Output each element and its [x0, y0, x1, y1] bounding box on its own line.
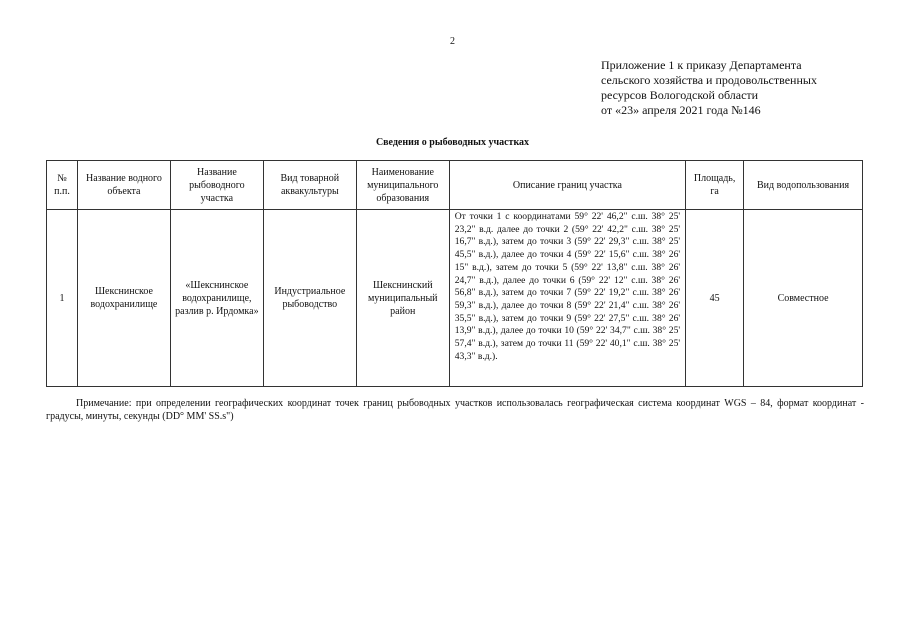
- header-water-object: Название водного объекта: [77, 161, 170, 210]
- fish-plots-table: [46, 160, 863, 387]
- appendix-line: сельского хозяйства и продовольственных: [601, 73, 817, 87]
- cell-municipality: Шекснинский муниципальный район: [356, 210, 449, 387]
- table-header-row: [47, 161, 863, 210]
- table-row: [47, 210, 863, 387]
- cell-usage-type: Совместное: [744, 210, 863, 387]
- footnote: Примечание: при определении географических координат точек границ рыбоводных участков использовалась географическая система координат WGS – 84, формат координат - градусы, минуты, секунды (DD° MM' SS.s"): [46, 398, 864, 422]
- header-area: Площадь, га: [686, 161, 744, 210]
- header-description: Описание границ участка: [449, 161, 685, 210]
- header-municipality: Наименование муниципального образования: [356, 161, 449, 210]
- page-number: 2: [450, 36, 455, 47]
- header-usage-type: Вид водопользования: [744, 161, 863, 210]
- appendix-line: Приложение 1 к приказу Департамента: [601, 58, 802, 72]
- cell-area: 45: [686, 210, 744, 387]
- cell-water-object: Шекснинское водохранилище: [77, 210, 170, 387]
- appendix-header: [601, 58, 891, 118]
- header-num: № п.п.: [47, 161, 78, 210]
- appendix-line: ресурсов Вологодской области: [601, 88, 759, 102]
- header-plot-name: Название рыбоводного участка: [170, 161, 263, 210]
- header-aquaculture: Вид товарной аквакультуры: [263, 161, 356, 210]
- cell-plot-name: «Шекснинское водохранилище, разлив р. Ирдомка»: [170, 210, 263, 387]
- table-title: Сведения о рыбоводных участках: [375, 137, 530, 148]
- appendix-line: от «23» апреля 2021 года №146: [601, 103, 761, 117]
- cell-num: 1: [47, 210, 78, 387]
- cell-description: От точки 1 с координатами 59° 22' 46,2" с.ш. 38° 25' 23,2" в.д. далее до точки 2 (59° 22' 42,2" с.ш. 38° 25' 16,7" в.д.), затем до точки 3 (59° 22' 29,3" с.ш. 38° 25' 45,5" в.д.), далее до точки 4 (59° 22' 15,6" с.ш. 38° 26' 15" в.д.), затем до точки 5 (59° 22' 13,8" с.ш. 38° 26' 24,7" в.д.), далее до точки 6 (59° 22' 12" с.ш. 38° 26' 56,8" в.д.), затем до точки 7 (59° 22' 19,2" с.ш. 38° 26' 59,3" в.д.), далее до точки 8 (59° 22' 21,4" с.ш. 38° 26' 35,5" в.д.), затем до точки 9 (59° 22' 27,5" с.ш. 38° 26' 13,9" в.д.), далее до точки 10 (59° 22' 34,7" с.ш. 38° 25' 57,4" в.д.), затем до точки 11 (59° 22' 40,1" с.ш. 38° 25' 43,3" в.д.).: [449, 210, 685, 387]
- cell-aquaculture: Индустриальное рыбоводство: [263, 210, 356, 387]
